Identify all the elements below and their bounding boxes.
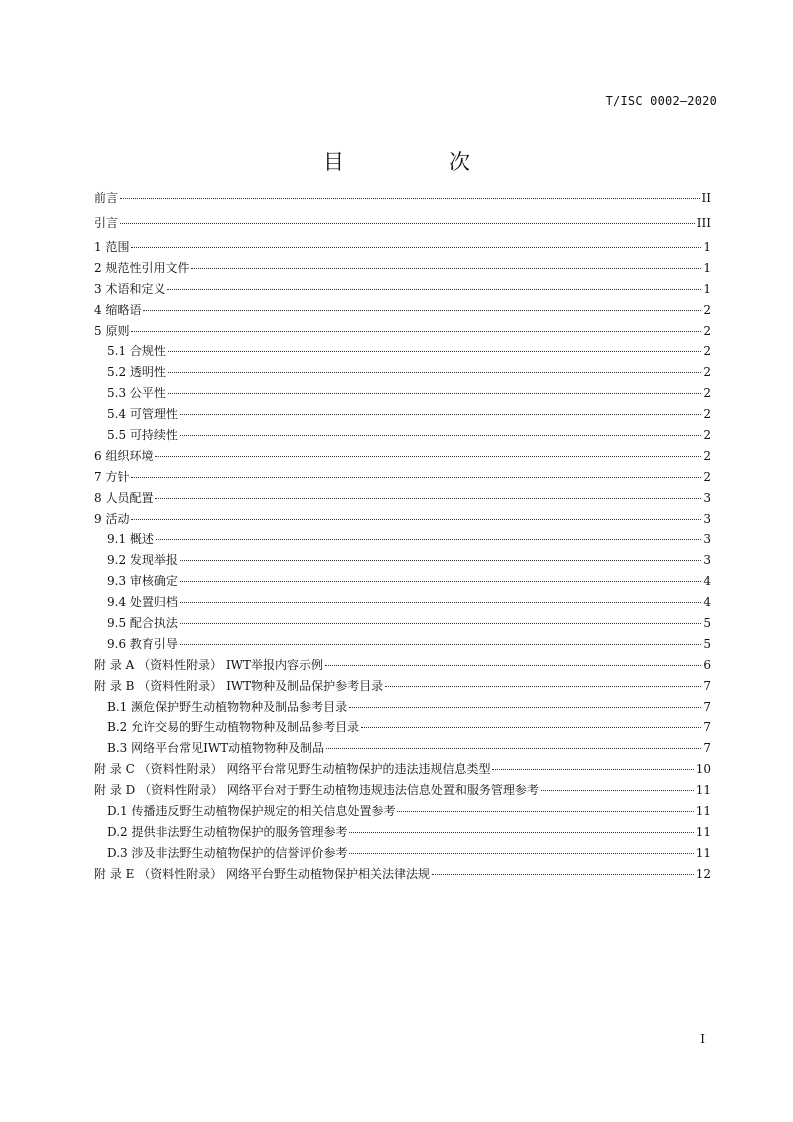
toc-subentry[interactable]	[94, 699, 711, 720]
toc-entry[interactable]	[94, 281, 711, 302]
toc-entry-label: 附 录 C （资料性附录） 网络平台常见野生动植物保护的违法违规信息类型	[94, 762, 491, 777]
toc-entry-label: 5.4 可管理性	[107, 407, 178, 422]
toc-leader-dots	[156, 539, 701, 540]
toc-entry[interactable]	[94, 469, 711, 490]
toc-leader-dots	[180, 623, 701, 624]
table-of-contents	[94, 190, 711, 887]
toc-leader-dots	[361, 727, 701, 728]
toc-entry-label: 9.1 概述	[107, 532, 154, 547]
toc-entry-label: 附 录 D （资料性附录） 网络平台对于野生动植物违规违法信息处置和服务管理参考	[94, 783, 539, 798]
toc-leader-dots	[492, 769, 693, 770]
toc-subentry[interactable]	[94, 385, 711, 406]
toc-leader-dots	[349, 832, 693, 833]
toc-entry[interactable]	[94, 657, 711, 678]
toc-entry[interactable]	[94, 448, 711, 469]
toc-leader-dots	[326, 748, 701, 749]
toc-entry-label: 7 方针	[94, 469, 130, 484]
toc-subentry[interactable]	[94, 406, 711, 427]
toc-entry-label: 8 人员配置	[94, 490, 154, 505]
toc-entry-page: 3	[703, 511, 711, 526]
toc-subentry[interactable]	[94, 845, 711, 866]
toc-entry-page: 2	[703, 407, 711, 422]
toc-entry-page: 2	[703, 469, 711, 484]
toc-entry[interactable]	[94, 260, 711, 281]
toc-subentry[interactable]	[94, 364, 711, 385]
toc-entry-label: 9.2 发现举报	[107, 553, 178, 568]
toc-entry-page: 11	[695, 845, 711, 860]
toc-subentry[interactable]	[94, 343, 711, 364]
toc-entry[interactable]	[94, 511, 711, 532]
toc-entry-label: D.3 涉及非法野生动植物保护的信誉评价参考	[107, 845, 348, 860]
toc-entry-page: 2	[703, 302, 711, 317]
toc-entry-page: 6	[703, 657, 711, 672]
toc-entry-page: 7	[703, 678, 711, 693]
toc-entry[interactable]	[94, 866, 711, 887]
toc-entry-page: 1	[703, 240, 711, 254]
toc-entry[interactable]	[94, 302, 711, 323]
toc-leader-dots	[349, 853, 693, 854]
toc-leader-dots	[432, 874, 694, 875]
toc-entry-page: 3	[703, 553, 711, 568]
toc-entry[interactable]	[94, 239, 711, 260]
toc-leader-dots	[191, 268, 701, 269]
toc-entry[interactable]	[94, 761, 711, 782]
toc-subentry[interactable]	[94, 803, 711, 824]
toc-leader-dots	[131, 519, 701, 520]
toc-entry-page: 7	[703, 720, 711, 735]
toc-entry-page: 2	[703, 323, 711, 338]
toc-leader-dots	[180, 414, 701, 415]
toc-entry[interactable]	[94, 678, 711, 699]
page-title: 目 次	[323, 150, 512, 174]
toc-subentry[interactable]	[94, 615, 711, 636]
toc-entry-label: 3 术语和定义	[94, 281, 166, 296]
toc-entry[interactable]	[94, 323, 711, 344]
toc-subentry[interactable]	[94, 636, 711, 657]
toc-entry-page: II	[701, 191, 711, 205]
toc-entry-label: D.2 提供非法野生动植物保护的服务管理参考	[107, 824, 348, 839]
toc-leader-dots	[143, 310, 701, 311]
toc-entry-page: 5	[703, 616, 711, 631]
toc-entry-page: 7	[703, 741, 711, 756]
toc-entry-page: 4	[703, 595, 711, 610]
toc-leader-dots	[168, 393, 701, 394]
toc-subentry[interactable]	[94, 573, 711, 594]
toc-leader-dots	[120, 223, 695, 224]
toc-entry-label: 9.4 处置归档	[107, 595, 178, 610]
toc-leader-dots	[120, 198, 700, 199]
toc-entry-label: 5.2 透明性	[107, 365, 166, 380]
toc-leader-dots	[131, 477, 701, 478]
toc-entry-label: 5 原则	[94, 323, 130, 338]
toc-entry-label: 9 活动	[94, 511, 130, 526]
toc-entry[interactable]	[94, 490, 711, 511]
toc-entry-label: 5.3 公平性	[107, 386, 166, 401]
toc-entry[interactable]	[94, 215, 711, 240]
toc-entry[interactable]	[94, 782, 711, 803]
toc-subentry[interactable]	[94, 427, 711, 448]
toc-leader-dots	[155, 456, 701, 457]
toc-subentry[interactable]	[94, 552, 711, 573]
toc-entry-page: 11	[695, 804, 711, 819]
toc-leader-dots	[180, 644, 701, 645]
toc-leader-dots	[397, 811, 693, 812]
toc-entry[interactable]	[94, 190, 711, 215]
toc-entry-page: 2	[703, 448, 711, 463]
toc-entry-label: 2 规范性引用文件	[94, 260, 190, 275]
toc-leader-dots	[167, 289, 701, 290]
toc-leader-dots	[180, 560, 701, 561]
document-code: T/ISC 0002—2020	[605, 94, 717, 108]
toc-leader-dots	[131, 331, 701, 332]
toc-entry-page: 7	[703, 699, 711, 714]
toc-entry-page: 10	[695, 762, 711, 777]
toc-subentry[interactable]	[94, 740, 711, 761]
toc-entry-page: 2	[703, 344, 711, 359]
toc-entry-page: 2	[703, 386, 711, 401]
toc-entry-label: 5.1 合规性	[107, 344, 166, 359]
toc-entry-label: 1 范围	[94, 240, 130, 254]
toc-leader-dots	[168, 351, 701, 352]
toc-leader-dots	[541, 790, 694, 791]
toc-entry-label: 附 录 A （资料性附录） IWT举报内容示例	[94, 657, 324, 672]
toc-entry-label: B.3 网络平台常见IWT动植物物种及制品	[107, 741, 325, 756]
toc-entry-page: III	[696, 215, 711, 230]
toc-entry-label: D.1 传播违反野生动植物保护规定的相关信息处置参考	[107, 804, 396, 819]
toc-entry-page: 3	[703, 490, 711, 505]
toc-leader-dots	[180, 435, 701, 436]
toc-entry-page: 3	[703, 532, 711, 547]
toc-entry-label: 引言	[94, 215, 119, 230]
toc-entry-label: B.2 允许交易的野生动植物物种及制品参考目录	[107, 720, 360, 735]
toc-entry-page: 11	[695, 824, 711, 839]
toc-entry-label: 附 录 E （资料性附录） 网络平台野生动植物保护相关法律法规	[94, 866, 431, 881]
toc-entry-label: B.1 濒危保护野生动植物物种及制品参考目录	[107, 699, 348, 714]
toc-subentry[interactable]	[94, 594, 711, 615]
toc-leader-dots	[325, 665, 701, 666]
toc-entry-page: 12	[695, 866, 711, 881]
toc-entry-page: 1	[703, 281, 711, 296]
toc-entry-page: 11	[695, 783, 711, 798]
toc-entry-label: 5.5 可持续性	[107, 428, 178, 443]
toc-entry-label: 9.3 审核确定	[107, 574, 178, 589]
toc-leader-dots	[180, 602, 701, 603]
toc-leader-dots	[155, 498, 701, 499]
toc-leader-dots	[168, 372, 701, 373]
toc-leader-dots	[131, 247, 701, 248]
toc-leader-dots	[180, 581, 701, 582]
toc-subentry[interactable]	[94, 531, 711, 552]
toc-entry-label: 附 录 B （资料性附录） IWT物种及制品保护参考目录	[94, 678, 384, 693]
toc-entry-page: 4	[703, 574, 711, 589]
toc-entry-label: 4 缩略语	[94, 302, 142, 317]
toc-leader-dots	[385, 686, 701, 687]
toc-subentry[interactable]	[94, 719, 711, 740]
toc-subentry[interactable]	[94, 824, 711, 845]
toc-entry-label: 9.5 配合执法	[107, 616, 178, 631]
toc-entry-label: 前言	[94, 191, 119, 205]
toc-entry-page: 2	[703, 365, 711, 380]
toc-entry-page: 1	[703, 260, 711, 275]
toc-entry-page: 5	[703, 636, 711, 651]
page-number: I	[700, 1032, 705, 1046]
toc-entry-label: 9.6 教育引导	[107, 636, 178, 651]
toc-entry-label: 6 组织环境	[94, 448, 154, 463]
toc-leader-dots	[349, 707, 701, 708]
toc-entry-page: 2	[703, 428, 711, 443]
